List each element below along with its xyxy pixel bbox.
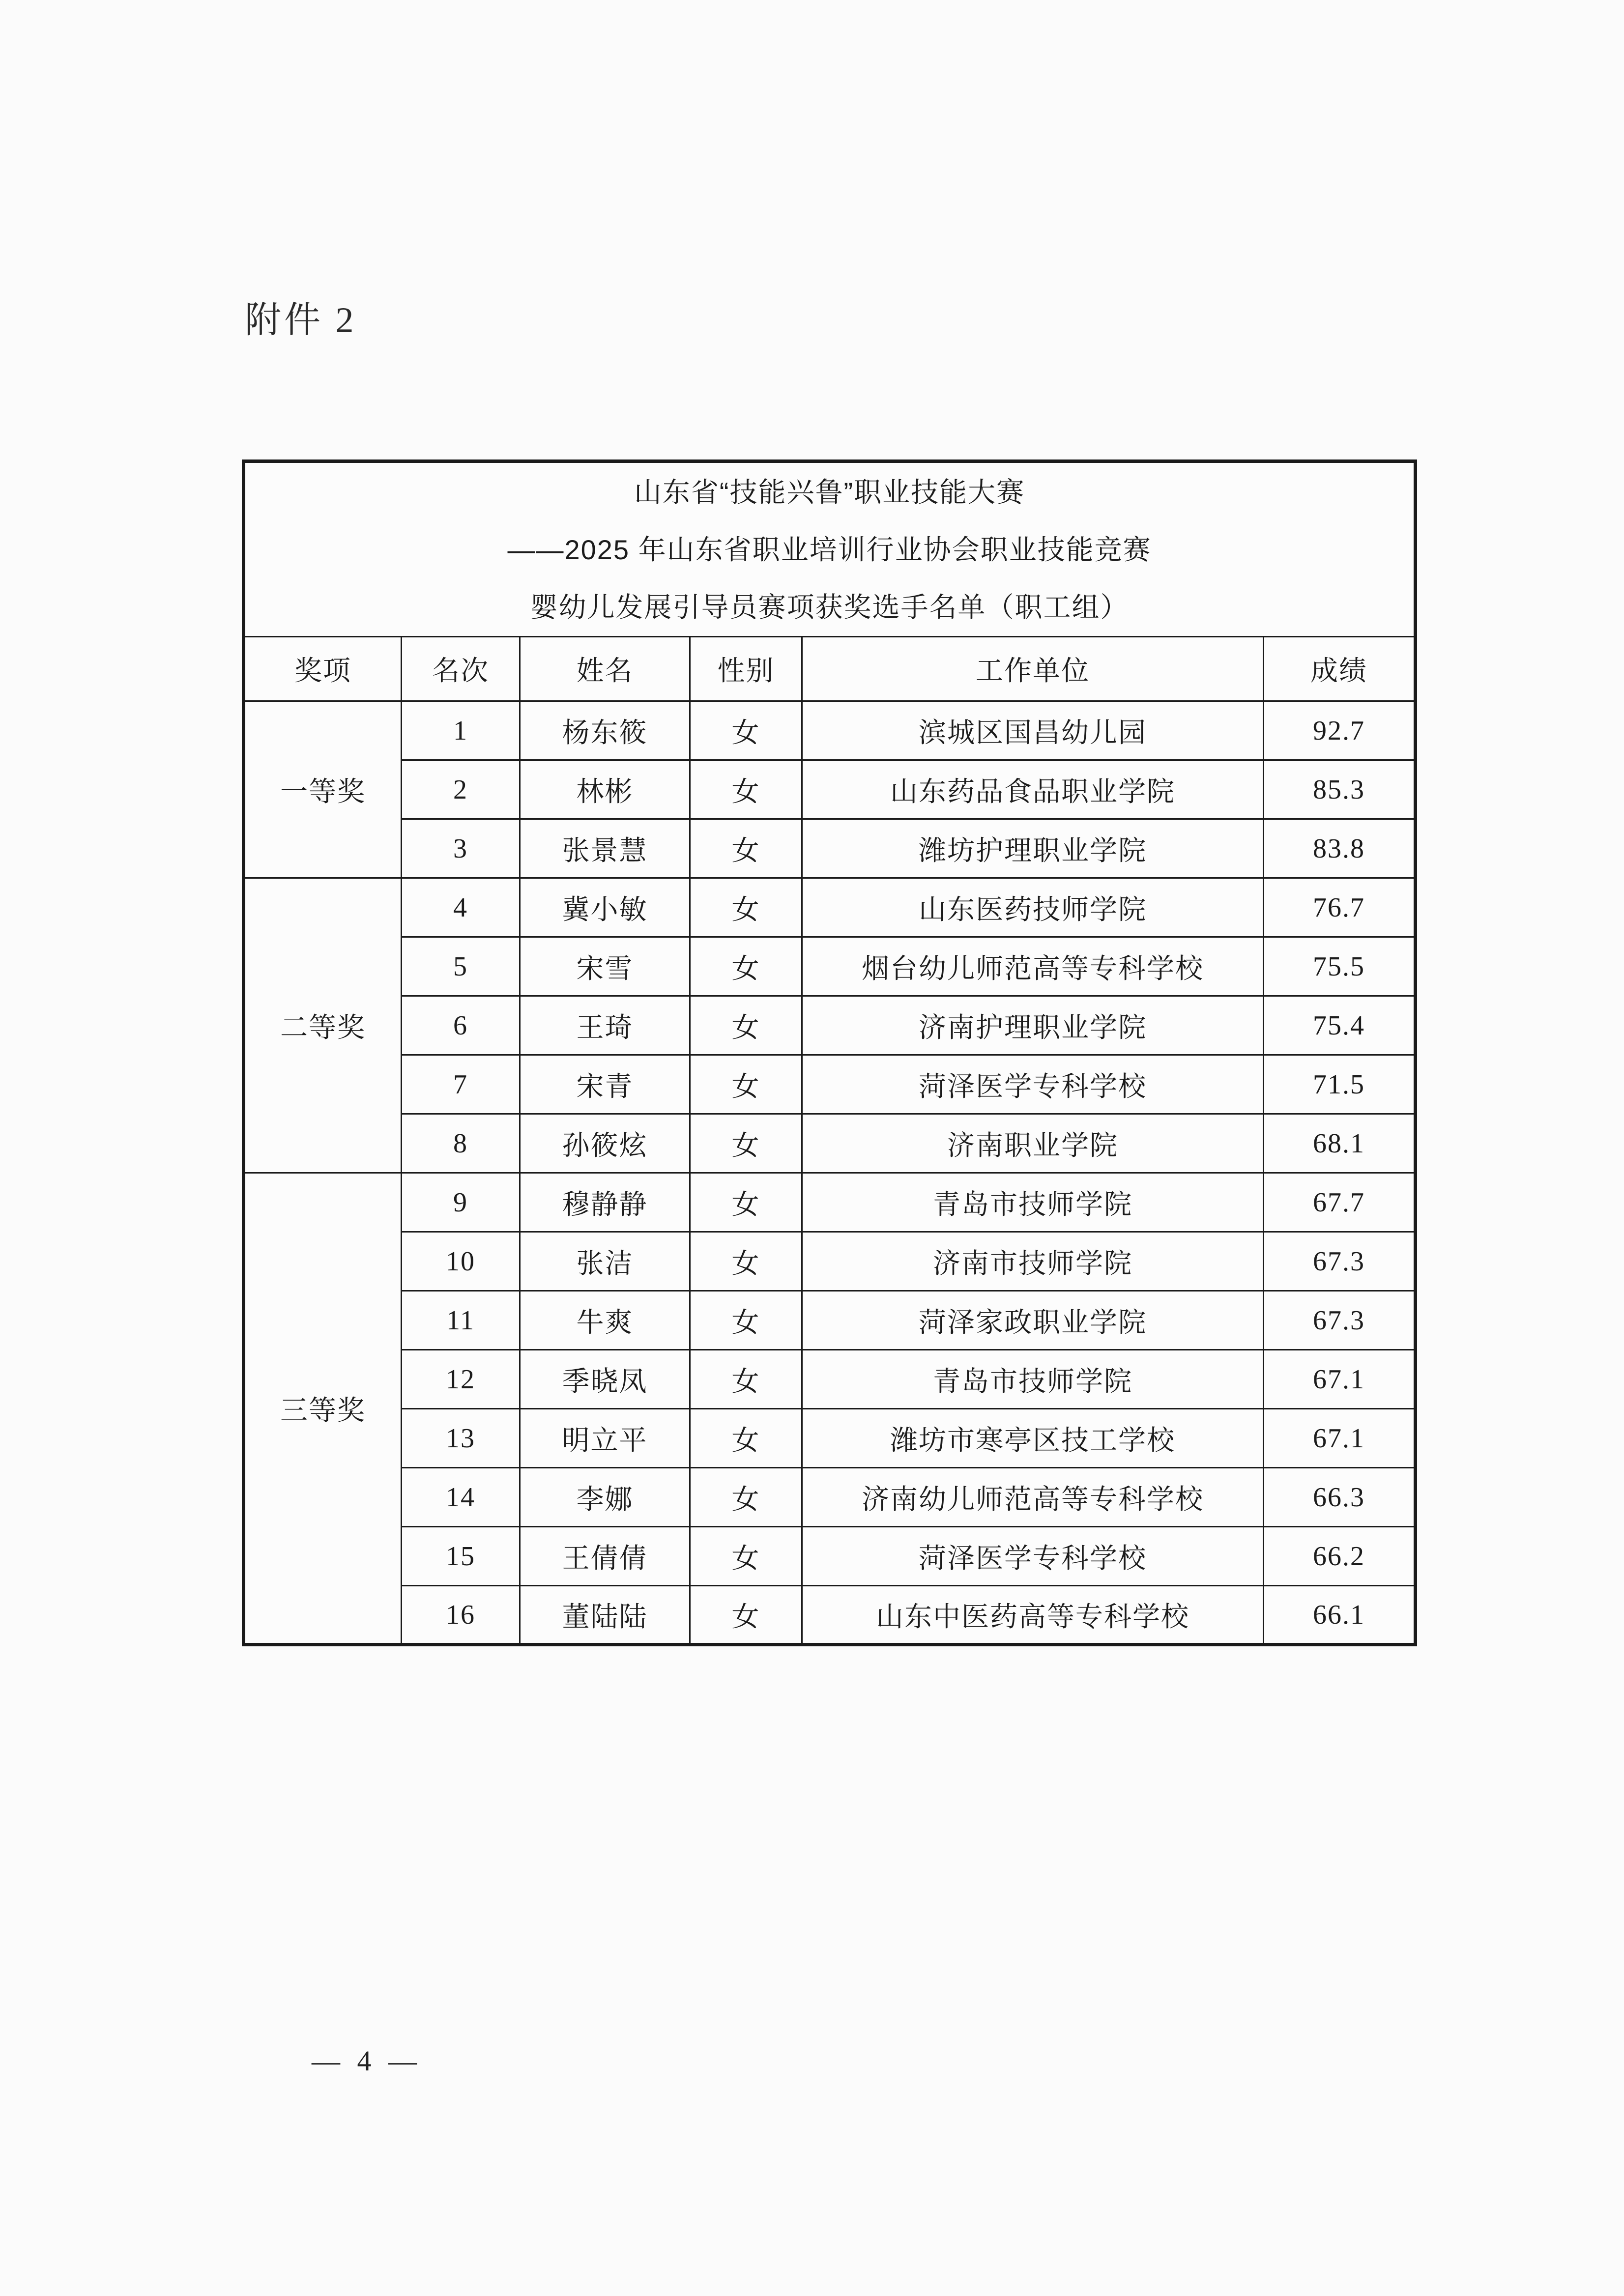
column-header-unit: 工作单位: [802, 637, 1264, 701]
name-cell: 李娜: [520, 1468, 690, 1527]
results-table: [242, 459, 1417, 1646]
unit-cell: 山东药品食品职业学院: [802, 760, 1264, 819]
gender-cell: 女: [690, 1114, 802, 1173]
gender-cell: 女: [690, 1409, 802, 1468]
name-cell: 王琦: [520, 996, 690, 1055]
score-cell: 67.7: [1264, 1173, 1416, 1232]
table-row: [244, 996, 1416, 1055]
rank-cell: 11: [402, 1291, 520, 1350]
gender-cell: 女: [690, 1055, 802, 1114]
score-cell: 92.7: [1264, 701, 1416, 760]
gender-cell: 女: [690, 1350, 802, 1409]
gender-cell: 女: [690, 1232, 802, 1291]
name-cell: 牛爽: [520, 1291, 690, 1350]
table-row: [244, 1173, 1416, 1232]
name-cell: 张景慧: [520, 819, 690, 878]
score-cell: 67.3: [1264, 1232, 1416, 1291]
rank-cell: 1: [402, 701, 520, 760]
table-row: [244, 819, 1416, 878]
column-header-rank: 名次: [402, 637, 520, 701]
gender-cell: 女: [690, 760, 802, 819]
column-header-award: 奖项: [244, 637, 402, 701]
unit-cell: 滨城区国昌幼儿园: [802, 701, 1264, 760]
name-cell: 林彬: [520, 760, 690, 819]
table-row: [244, 1232, 1416, 1291]
table-row: [244, 1350, 1416, 1409]
unit-cell: 济南护理职业学院: [802, 996, 1264, 1055]
table-row: [244, 1291, 1416, 1350]
gender-cell: 女: [690, 1586, 802, 1645]
rank-cell: 14: [402, 1468, 520, 1527]
name-cell: 杨东筱: [520, 701, 690, 760]
unit-cell: 山东中医药高等专科学校: [802, 1586, 1264, 1645]
score-cell: 66.3: [1264, 1468, 1416, 1527]
column-header-gender: 性别: [690, 637, 802, 701]
gender-cell: 女: [690, 701, 802, 760]
table-row: [244, 701, 1416, 760]
gender-cell: 女: [690, 878, 802, 937]
unit-cell: 菏泽医学专科学校: [802, 1527, 1264, 1586]
unit-cell: 山东医药技师学院: [802, 878, 1264, 937]
name-cell: 冀小敏: [520, 878, 690, 937]
rank-cell: 5: [402, 937, 520, 996]
title-line-2: ——2025 年山东省职业培训行业协会职业技能竞赛: [507, 534, 1152, 565]
rank-cell: 12: [402, 1350, 520, 1409]
attachment-label: 附件 2: [245, 300, 357, 341]
name-cell: 明立平: [520, 1409, 690, 1468]
rank-cell: 4: [402, 878, 520, 937]
unit-cell: 济南职业学院: [802, 1114, 1264, 1173]
gender-cell: 女: [690, 819, 802, 878]
name-cell: 孙筱炫: [520, 1114, 690, 1173]
rank-cell: 13: [402, 1409, 520, 1468]
score-cell: 67.1: [1264, 1409, 1416, 1468]
rank-cell: 2: [402, 760, 520, 819]
rank-cell: 10: [402, 1232, 520, 1291]
table-row: [244, 878, 1416, 937]
gender-cell: 女: [690, 996, 802, 1055]
table-row: [244, 1114, 1416, 1173]
score-cell: 66.1: [1264, 1586, 1416, 1645]
award-group-cell: 一等奖: [244, 701, 402, 878]
name-cell: 董陆陆: [520, 1586, 690, 1645]
column-header-score: 成绩: [1264, 637, 1416, 701]
score-cell: 83.8: [1264, 819, 1416, 878]
unit-cell: 青岛市技师学院: [802, 1350, 1264, 1409]
gender-cell: 女: [690, 937, 802, 996]
unit-cell: 济南市技师学院: [802, 1232, 1264, 1291]
page-number: — 4 —: [312, 2045, 422, 2077]
name-cell: 季晓凤: [520, 1350, 690, 1409]
score-cell: 67.1: [1264, 1350, 1416, 1409]
score-cell: 75.5: [1264, 937, 1416, 996]
unit-cell: 潍坊护理职业学院: [802, 819, 1264, 878]
table-row: [244, 1586, 1416, 1645]
score-cell: 68.1: [1264, 1114, 1416, 1173]
score-cell: 66.2: [1264, 1527, 1416, 1586]
table-row: [244, 1527, 1416, 1586]
gender-cell: 女: [690, 1527, 802, 1586]
unit-cell: 潍坊市寒亭区技工学校: [802, 1409, 1264, 1468]
title-line-1: 山东省“技能兴鲁”职业技能大赛: [634, 476, 1025, 508]
rank-cell: 15: [402, 1527, 520, 1586]
unit-cell: 烟台幼儿师范高等专科学校: [802, 937, 1264, 996]
rank-cell: 6: [402, 996, 520, 1055]
table-row: [244, 937, 1416, 996]
rank-cell: 9: [402, 1173, 520, 1232]
title-line-3: 婴幼儿发展引导员赛项获奖选手名单（职工组）: [530, 591, 1129, 623]
name-cell: 宋雪: [520, 937, 690, 996]
name-cell: 穆静静: [520, 1173, 690, 1232]
table-row: [244, 1055, 1416, 1114]
table-row: [244, 760, 1416, 819]
score-cell: 67.3: [1264, 1291, 1416, 1350]
rank-cell: 16: [402, 1586, 520, 1645]
score-cell: 71.5: [1264, 1055, 1416, 1114]
score-cell: 75.4: [1264, 996, 1416, 1055]
unit-cell: 青岛市技师学院: [802, 1173, 1264, 1232]
unit-cell: 菏泽医学专科学校: [802, 1055, 1264, 1114]
gender-cell: 女: [690, 1291, 802, 1350]
name-cell: 张洁: [520, 1232, 690, 1291]
table-row: [244, 1409, 1416, 1468]
rank-cell: 3: [402, 819, 520, 878]
gender-cell: 女: [690, 1468, 802, 1527]
name-cell: 王倩倩: [520, 1527, 690, 1586]
table-header-row: [244, 637, 1416, 701]
score-cell: 76.7: [1264, 878, 1416, 937]
gender-cell: 女: [690, 1173, 802, 1232]
award-group-cell: 二等奖: [244, 878, 402, 1173]
rank-cell: 8: [402, 1114, 520, 1173]
table-title: [244, 461, 1416, 637]
results-table-body: [244, 701, 1416, 1645]
table-title-row: [244, 461, 1416, 637]
table-row: [244, 1468, 1416, 1527]
score-cell: 85.3: [1264, 760, 1416, 819]
award-group-cell: 三等奖: [244, 1173, 402, 1645]
name-cell: 宋青: [520, 1055, 690, 1114]
rank-cell: 7: [402, 1055, 520, 1114]
column-header-name: 姓名: [520, 637, 690, 701]
unit-cell: 济南幼儿师范高等专科学校: [802, 1468, 1264, 1527]
unit-cell: 菏泽家政职业学院: [802, 1291, 1264, 1350]
